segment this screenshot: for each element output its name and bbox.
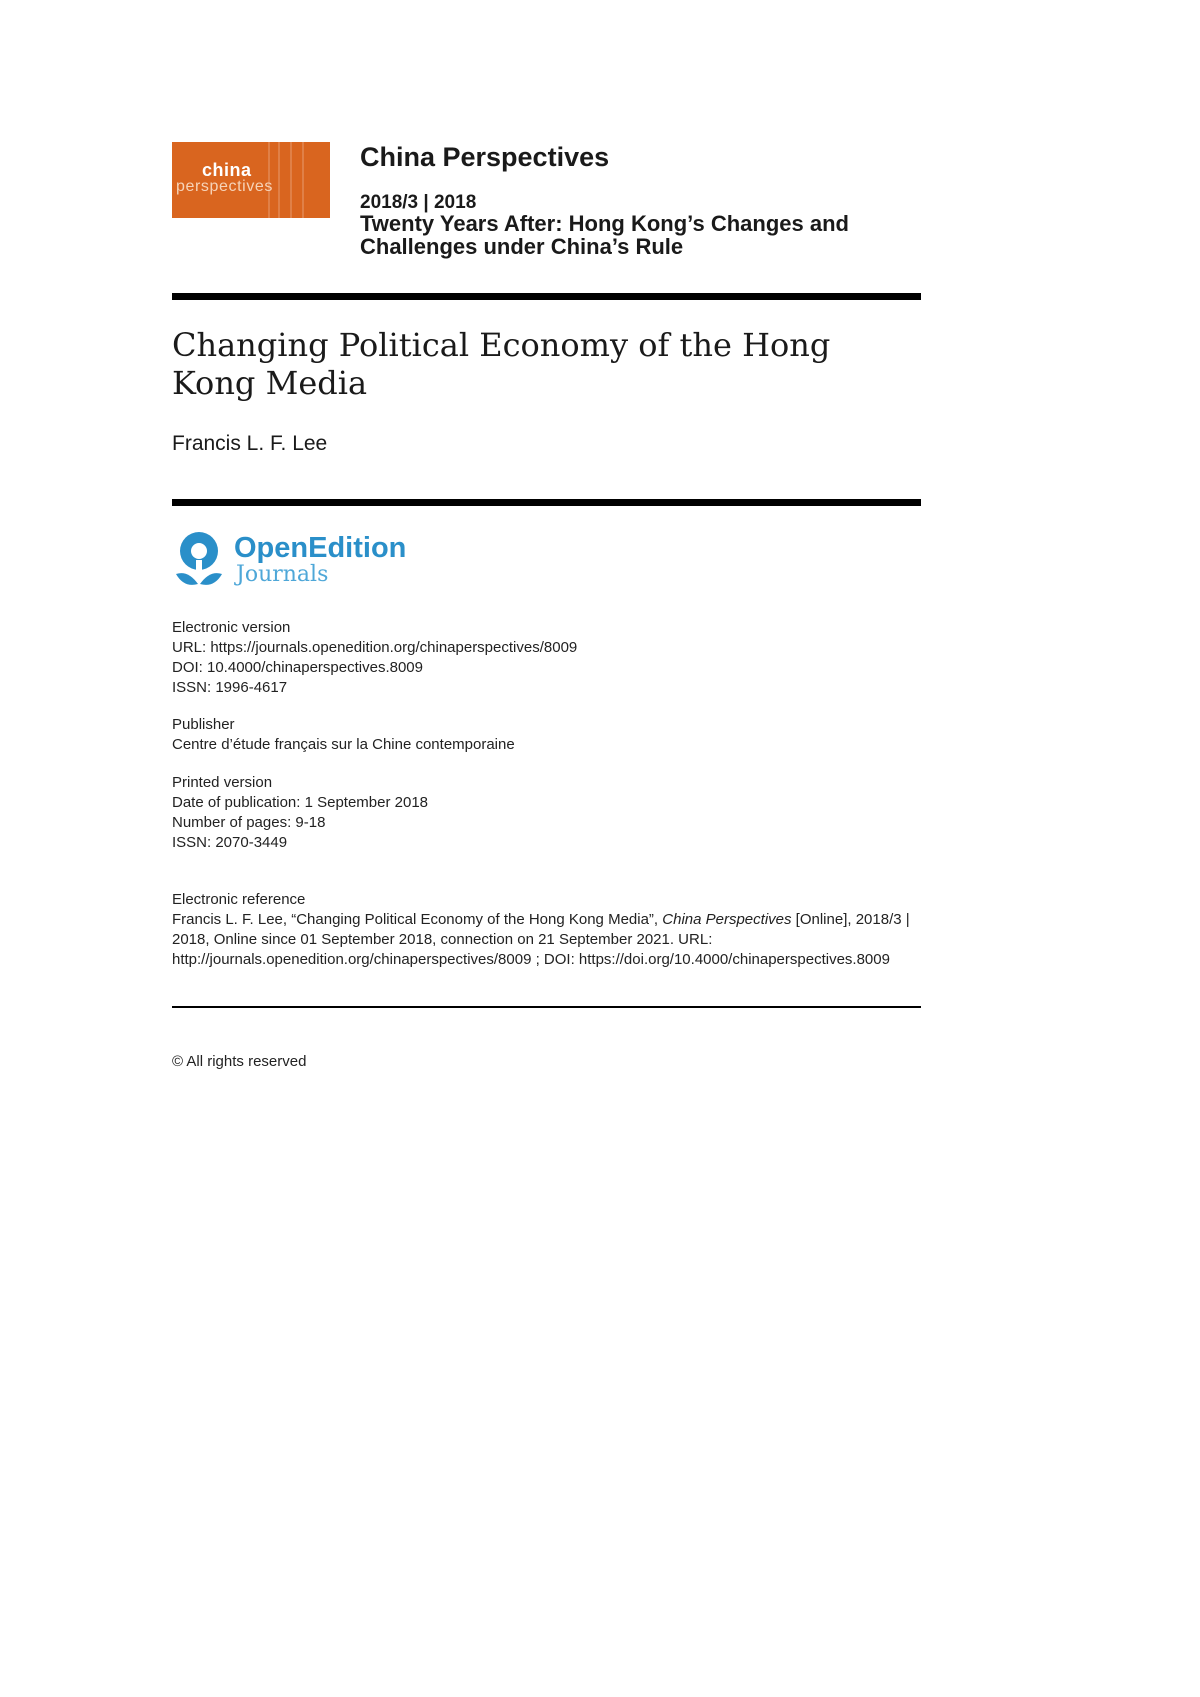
printed-version-date: Date of publication: 1 September 2018 [172, 794, 429, 811]
rights-notice: © All rights reserved [172, 1053, 307, 1070]
printed-version-issn: ISSN: 2070-3449 [172, 834, 288, 851]
electronic-reference-text [172, 910, 912, 970]
electronic-version-issn: ISSN: 1996-4617 [172, 679, 288, 696]
openedition-logo-icon [172, 530, 228, 594]
openedition-name: OpenEdition [234, 532, 407, 564]
electronic-version-block [172, 618, 577, 698]
issue-number: 2018/3 | 2018 [360, 192, 477, 213]
printed-version-block [172, 773, 428, 853]
electronic-reference-heading: Electronic reference [172, 891, 306, 908]
printed-version-pages: Number of pages: 9-18 [172, 814, 326, 831]
article-author: Francis L. F. Lee [172, 432, 328, 455]
reference-part1: Francis L. F. Lee, “Changing Political Economy of the Hong Kong Media”, [172, 911, 663, 928]
printed-version-heading: Printed version [172, 774, 273, 791]
publisher-block [172, 715, 515, 755]
middle-rule [172, 499, 921, 506]
electronic-version-heading: Electronic version [172, 619, 291, 636]
electronic-reference-block [172, 890, 912, 970]
article-title: Changing Political Economy of the Hong Kong Media [172, 326, 831, 402]
openedition-sub: Journals [236, 562, 329, 587]
publisher-name: Centre d’étude français sur la Chine contemporaine [172, 736, 515, 753]
electronic-version-doi: DOI: 10.4000/chinaperspectives.8009 [172, 659, 423, 676]
reference-journal: China Perspectives [662, 911, 792, 928]
publisher-heading: Publisher [172, 716, 235, 733]
reference-part2[interactable]: [Online], 2018/3 | 2018, Online since 01 September 2018, connection on 21 September 2021. URL: http://journals.openedition.org/chinaperspectives/8009 ; DOI: https://doi.org/10.4000/chinaperspectives.8009 [172, 911, 910, 968]
logo-line2: perspectives [176, 178, 274, 195]
top-rule [172, 293, 921, 300]
logo-line1: china [202, 160, 252, 180]
bottom-rule [172, 1006, 921, 1008]
issue-title: Twenty Years After: Hong Kong’s Changes and Challenges under China’s Rule [360, 211, 849, 259]
journal-logo [172, 142, 330, 218]
journal-title: China Perspectives [360, 142, 610, 172]
electronic-version-url[interactable]: URL: https://journals.openedition.org/chinaperspectives/8009 [172, 639, 578, 656]
